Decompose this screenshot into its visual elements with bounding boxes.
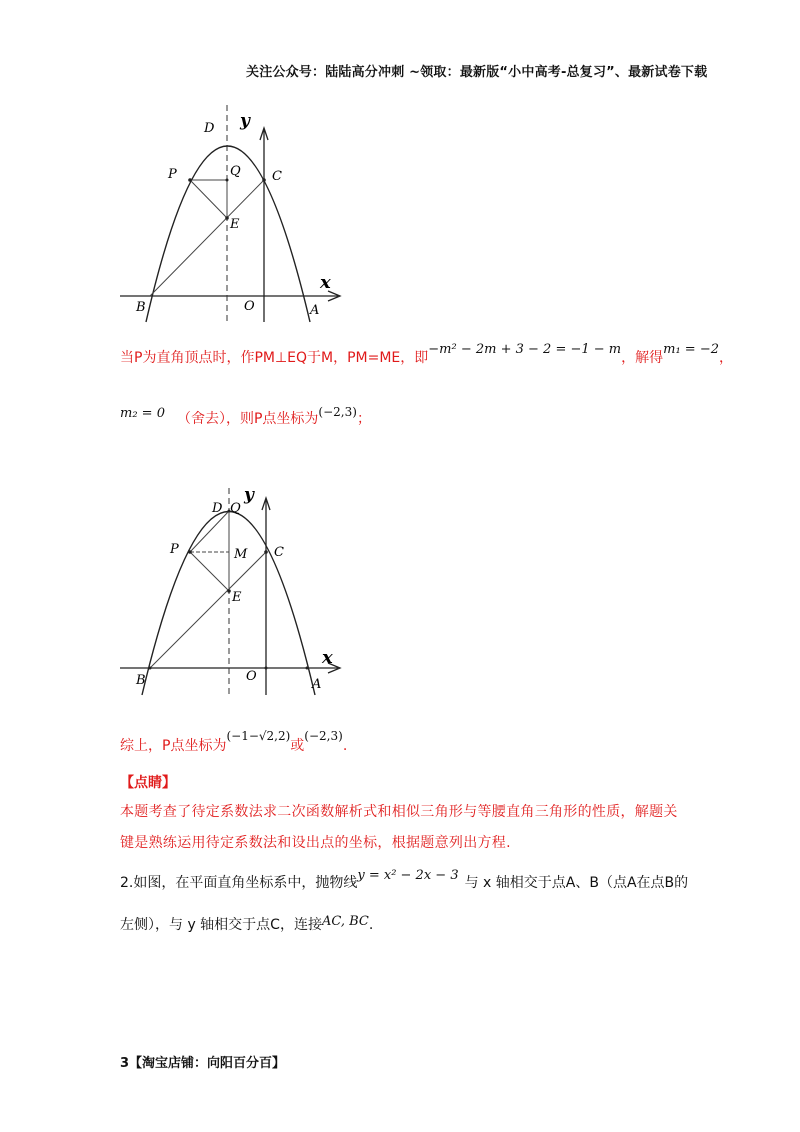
label-A: A	[310, 303, 320, 318]
label-B: B	[136, 673, 146, 688]
label-Q: Q	[230, 501, 241, 516]
paragraph-right-angle-case: 当P为直角顶点时，作PM⊥EQ于M，PM=ME，即−m² − 2m + 3 − 2 = −1 − m，解得m₁ = −2，	[120, 342, 733, 366]
equation-m2: m₂ = 0	[120, 406, 165, 421]
label-D: D	[212, 501, 223, 516]
page-header: 关注公众号：陆陆高分冲刺 ~领取：最新版“小中高考-总复习”、最新试卷下载	[246, 65, 708, 80]
label-x: x	[320, 272, 331, 293]
label-P: P	[168, 167, 177, 182]
label-y: y	[244, 485, 254, 505]
label-D: D	[204, 121, 215, 136]
line-PE	[190, 180, 227, 218]
label-O: O	[246, 669, 257, 684]
label-E: E	[232, 590, 242, 605]
comment-line-2: 键是熟练运用待定系数法和设出点的坐标，根据题意列出方程.	[120, 835, 511, 851]
paragraph-summary: 综上，P点坐标为(−1−√2,2)或(−2,3).	[120, 729, 348, 754]
coordinate-P1: (−2,3)	[318, 405, 357, 419]
figure-parabola-1	[110, 100, 350, 325]
equation-m1: m₁ = −2	[663, 342, 719, 357]
label-P: P	[170, 542, 179, 557]
problem-2-line-2: 左侧），与 y 轴相交于点C，连接AC, BC.	[120, 914, 374, 933]
coordinate-P-a: (−1−√2,2)	[226, 729, 291, 743]
segments-AC-BC: AC, BC	[321, 914, 369, 929]
label-B: B	[136, 300, 146, 315]
label-E: E	[230, 217, 240, 232]
parabola-equation: y = x² − 2x − 3	[357, 868, 459, 883]
label-y: y	[240, 111, 250, 131]
problem-2-line-1: 2.如图，在平面直角坐标系中，抛物线y = x² − 2x − 3 与 x 轴相交于点A、B（点A在点B的	[120, 868, 689, 891]
comment-line-1: 本题考查了待定系数法求二次函数解析式和相似三角形与等腰直角三角形的性质，解题关	[120, 804, 678, 820]
page-footer: 3【淘宝店铺：向阳百分百】	[120, 1056, 286, 1071]
label-C: C	[274, 545, 284, 560]
label-Q: Q	[230, 164, 241, 179]
figure-parabola-2	[110, 480, 350, 700]
paragraph-discard-case: m₂ = 0 （舍去），则P点坐标为(−2,3)；	[120, 405, 371, 427]
label-O: O	[244, 299, 255, 314]
comment-heading: 【点睛】	[120, 775, 176, 791]
coordinate-P-b: (−2,3)	[304, 729, 343, 743]
label-M: M	[234, 547, 248, 562]
equation-1: −m² − 2m + 3 − 2 = −1 − m	[428, 342, 622, 357]
line-PQ	[190, 511, 229, 552]
label-x: x	[322, 647, 333, 668]
line-PE	[190, 552, 229, 591]
label-A: A	[312, 677, 322, 692]
label-C: C	[272, 169, 282, 184]
